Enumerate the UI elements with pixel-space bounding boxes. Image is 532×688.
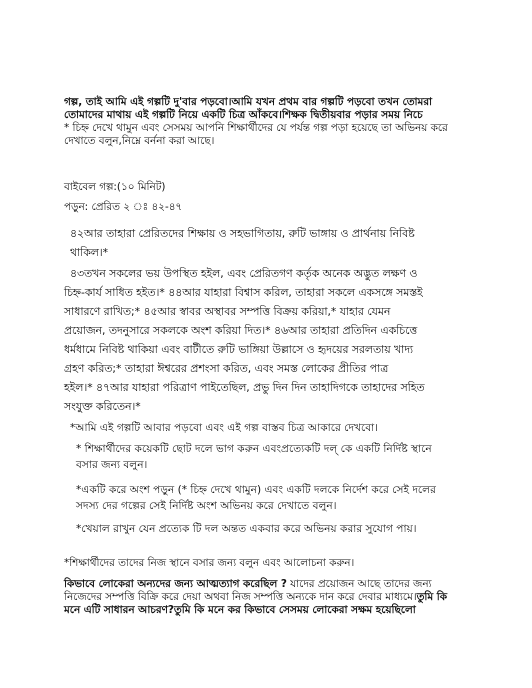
note-act-line-2: সদস্য দের গল্পের সেই নির্দিষ্ট অংশ অভিনয় করে দেখাতে বলুন।: [76, 500, 337, 512]
intro-line-4: দেখাতে বলুন,নিম্নে বর্ননা করা আছে।: [64, 135, 215, 147]
note-groups-line-2: বসার জন্য বলুন।: [76, 459, 148, 471]
question-1-answer-start: যাদের প্রয়োজন আছে তাদের জন্য: [286, 578, 432, 590]
question-1-line-2: [64, 591, 488, 604]
question-2-start: তুমি কি: [416, 591, 447, 603]
note-groups-line-1: * শিক্ষার্থীদের কয়েকটি ছোট দলে ভাগ করুন এবংপ্রত্যেকটি দল্ কে একটি নির্দিষ্ট স্থানে: [76, 443, 432, 455]
verse-47-line-1: হইল।* ৪৭আর যাহারা পরিত্রাণ পাইতেছিল, প্রভু দিন দিন তাহাদিগকে তাহাদের সহিত: [64, 381, 425, 394]
question-2-line: মনে এটি সাধারন আচরণ?তুমি কি মনে কর কিভাবে সেসময় লোকেরা সক্ষম হয়েছিলো: [64, 604, 416, 616]
question-1-heading: কিভাবে লোকেরা অন্যদের জন্য আত্মত্যাগ করেছিল ?: [64, 578, 287, 590]
question-1-line-1: [64, 578, 488, 591]
verse-43-line-2: চিহ্ন-কার্য সাধিত হইত।* ৪৪আর যাহারা বিশ্বাস করিল, তাহারা সকলে একসঙ্গে সমস্তই: [64, 286, 423, 299]
note-act-line-1: *একটি করে অংশ পড়ুন (* চিহ্ন দেখে থামুন) এবং একটি দলকে নির্দেশ করে সেই দলের: [76, 484, 436, 496]
verse-44-line: সাধারণে রাখিত;* ৪৫আর স্বাবর অস্থাবর সম্পত্তি বিক্রয় করিয়া,* যাহার যেমন: [64, 305, 391, 318]
story-title: বাইবেল গল্প:(১০ মিনিট): [64, 181, 166, 193]
verse-46-line-1: ধর্মধামে নিবিষ্ট থাকিয়া এবং বাটীতে রুটি ভাঙ্গিয়া উল্লাসে ও হৃদয়ের সরলতায় খাদ্য: [64, 343, 414, 356]
verse-46-line-2: গ্রহণ করিত;* তাহারা ঈশ্বরের প্রশংসা করিত, এবং সমস্ত লোকের প্রীতির পাত্র: [64, 362, 389, 375]
intro-line-3: * চিহ্ন দেখে থামুন এবং সেসময় আপনি শিক্ষার্থীদের যে পর্যন্ত গল্প পড়া হয়েছে তা অভিনয় করে: [64, 122, 448, 134]
intro-line-2: তোমাদের মাথায় এই গল্পটি নিয়ে একটি চিত্র আঁকবে।শিক্ষক দ্বিতীয়বার পড়ার সময় নিচে: [64, 109, 423, 121]
note-reread: *আমি এই গল্পটি আবার পড়বো এবং এই গল্প বাস্তব চিত্র আকারে দেখবো।: [70, 422, 378, 434]
question-1-answer-end: নিজেদের সম্পত্তি বিক্রি করে দেয়া অথবা নিজ সম্পত্তি অন্যকে দান করে দেবার মাধ্যমে।: [64, 591, 417, 603]
note-chance: *খেয়াল রাখুন যেন প্রত্যেক টি দল অন্তত একবার করে অভিনয় করার সুযোগ পায়।: [76, 523, 417, 535]
verse-42-line-1: ৪২আর তাহারা প্রেরিতদের শিক্ষায় ও সহভাগিতায়, রুটি ভাঙ্গায় ও প্রার্থনায় নিবিষ্ট: [70, 227, 415, 240]
verse-45-line: প্রয়োজন, তদনুসারে সকলকে অংশ করিয়া দিত।* ৪৬আর তাহারা প্রতিদিন একচিত্তে: [64, 324, 418, 337]
verse-43-line-1: ৪৩তখন সকলের ভয় উপস্থিত হইল, এবং প্রেরিতগণ কর্তৃক অনেক অদ্ভুত লক্ষণ ও: [70, 267, 418, 280]
story-reading: পড়ুন: প্রেরিত ২ ঃ ৪২-৪৭: [64, 201, 183, 213]
verse-42-line-2: থাকিল।*: [70, 246, 109, 259]
discussion-seat: *শিক্ষার্থীদের তাদের নিজ স্থানে বসার জন্য বলুন এবং আলোচনা করুন।: [64, 557, 355, 569]
intro-line-1: গল্প, তাই আমি এই গল্পটি দু'বার পড়বো।আমি যখন প্রথম বার গল্পটি পড়বো তখন তোমরা: [64, 96, 433, 108]
verse-47-line-2: সংযুক্ত করিতেন।*: [64, 400, 141, 413]
